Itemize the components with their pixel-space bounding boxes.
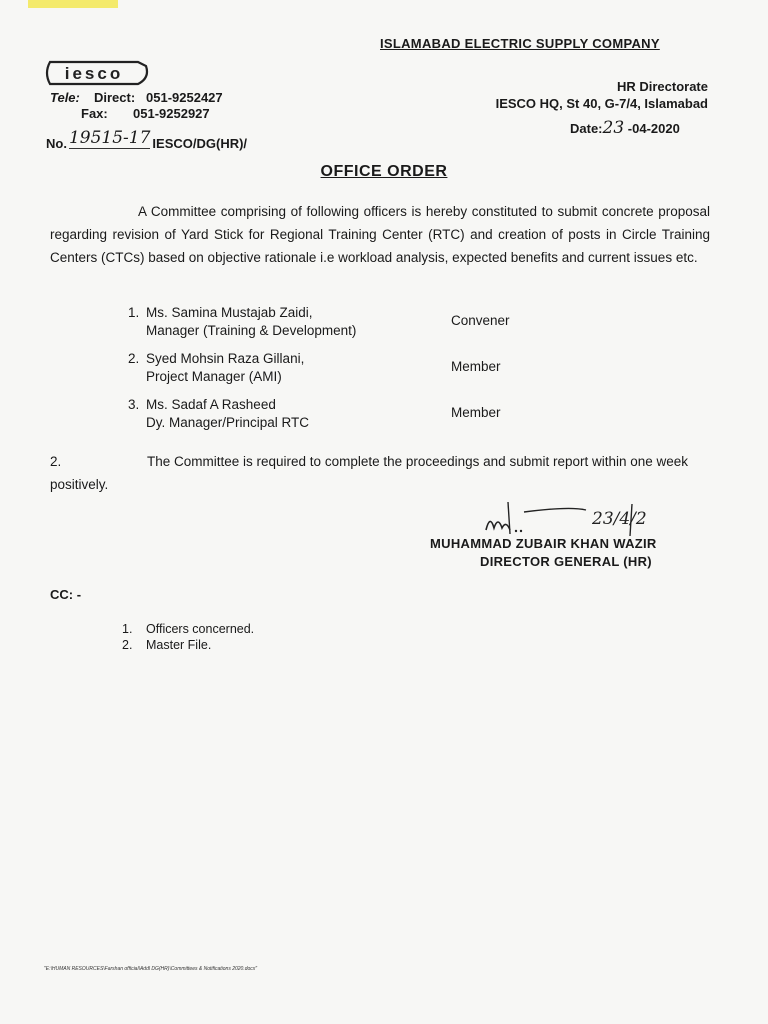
- cc-item-number: 2.: [122, 638, 133, 652]
- fax-number: 051-9252927: [133, 106, 210, 121]
- committee-members-list: [128, 304, 510, 442]
- cc-list: [122, 621, 254, 653]
- company-name: ISLAMABAD ELECTRIC SUPPLY COMPANY: [380, 36, 660, 51]
- cc-item-number: 1.: [122, 622, 133, 636]
- document-title: OFFICE ORDER: [320, 163, 448, 180]
- signature-date: 23/4/2: [592, 509, 647, 529]
- member-number: 3.: [128, 397, 140, 412]
- date-label: Date:: [570, 121, 603, 136]
- cc-label: CC: -: [50, 587, 82, 602]
- paragraph-2: [50, 450, 710, 496]
- yellow-highlight-mark: [28, 0, 118, 8]
- member-designation: Dy. Manager/Principal RTC: [146, 415, 310, 430]
- member-name: Syed Mohsin Raza Gillani,: [146, 351, 305, 366]
- member-item: [128, 304, 510, 340]
- fax-label: Fax:: [81, 106, 108, 121]
- member-number: 1.: [128, 305, 140, 320]
- reference-number: [46, 128, 247, 151]
- file-path-footer: "E:\HUMAN RESOURCES\Farshan official\Addl DG(HR)\Committees & Notifications 2020.docx": [44, 966, 258, 972]
- iesco-logo: [42, 58, 154, 88]
- signatory-block: [430, 535, 657, 571]
- member-item: [128, 350, 510, 386]
- paragraph-1-text: A Committee comprising of following officers is hereby constituted to submit concrete proposal regarding revision of Yard Stick for Regional Training Center (RTC) and creation of posts in Circle Training Centers (CTCs) based on objective rationale i.e workload analysis, expected benefits and current issues etc.: [50, 204, 710, 265]
- no-label: No.: [46, 136, 67, 151]
- cc-item: [122, 621, 254, 637]
- handwritten-date-day: 23: [602, 118, 625, 138]
- signatory-designation: DIRECTOR GENERAL (HR): [480, 554, 652, 569]
- paragraph-2-number: 2.: [50, 454, 62, 469]
- paragraph-1: [50, 200, 710, 269]
- date-line: [570, 118, 680, 138]
- direct-number: 051-9252427: [146, 90, 223, 105]
- member-role: Convener: [451, 313, 510, 328]
- ref-suffix: IESCO/DG(HR)/: [152, 136, 248, 151]
- member-name: Ms. Samina Mustajab Zaidi,: [146, 305, 313, 320]
- member-name: Ms. Sadaf A Rasheed: [146, 397, 276, 412]
- member-designation: Project Manager (AMI): [146, 369, 282, 384]
- logo-text: iesco: [64, 64, 124, 83]
- cc-item-text: Master File.: [146, 638, 212, 652]
- member-role: Member: [451, 405, 501, 420]
- hr-directorate-block: [496, 78, 708, 112]
- member-role: Member: [451, 359, 501, 374]
- cc-item: [122, 637, 254, 653]
- address: IESCO HQ, St 40, G-7/4, Islamabad: [495, 96, 708, 111]
- tele-label: Tele:: [50, 90, 80, 105]
- handwritten-signature: [480, 494, 690, 536]
- signatory-name: MUHAMMAD ZUBAIR KHAN WAZIR: [430, 536, 657, 551]
- direct-label: Direct:: [94, 90, 136, 105]
- paragraph-2-text: The Committee is required to complete the proceedings and submit report within one week positively.: [50, 454, 689, 492]
- member-designation: Manager (Training & Development): [146, 323, 357, 338]
- cc-item-text: Officers concerned.: [146, 622, 255, 636]
- handwritten-ref-number: 19515-17: [68, 128, 151, 148]
- contact-block: [50, 90, 223, 122]
- member-number: 2.: [128, 351, 140, 366]
- date-suffix: -04-2020: [627, 121, 680, 136]
- directorate: HR Directorate: [616, 79, 708, 94]
- member-item: [128, 396, 510, 432]
